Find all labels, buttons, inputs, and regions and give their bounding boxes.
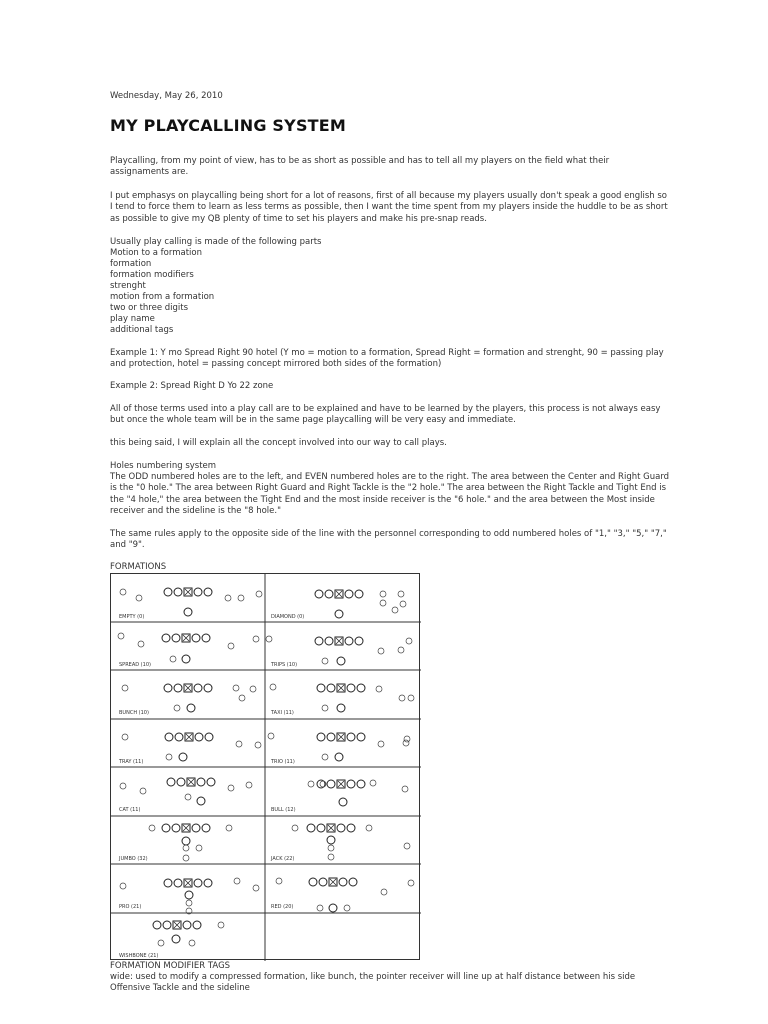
same-rules-text: The same rules apply to the opposite side of the line with the personnel corresponding to odd numbered holes of "1," "3," "5," "7," and "9".	[110, 529, 667, 551]
lineman-marker	[309, 878, 317, 886]
skill-marker	[120, 589, 126, 595]
lineman-marker	[183, 921, 191, 929]
skill-marker	[378, 648, 384, 654]
skill-marker	[322, 754, 328, 760]
skill-marker	[402, 786, 408, 792]
modifier-heading: FORMATION MODIFIER TAGS	[110, 961, 231, 971]
lineman-marker	[204, 879, 212, 887]
lineman-marker	[197, 778, 205, 786]
list-item: play name	[110, 314, 155, 324]
skill-marker	[328, 845, 334, 851]
formation-label: DIAMOND (0)	[271, 614, 305, 620]
modifier-text: wide: used to modify a compressed formation, like bunch, the pointer receiver will line up at half distance between his side Offensive Tackle and the sideline	[110, 972, 636, 994]
lineman-marker	[315, 590, 323, 598]
skill-marker	[189, 940, 195, 946]
skill-marker	[344, 905, 350, 911]
qb-marker	[197, 797, 205, 805]
qb-marker	[172, 935, 180, 943]
qb-marker	[339, 798, 347, 806]
qb-marker	[182, 837, 190, 845]
lineman-marker	[347, 780, 355, 788]
lineman-marker	[327, 684, 335, 692]
lineman-marker	[174, 879, 182, 887]
lineman-marker	[315, 637, 323, 645]
skill-marker	[266, 636, 272, 642]
skill-marker	[380, 600, 386, 606]
qb-marker	[185, 891, 193, 899]
qb-marker	[335, 753, 343, 761]
lineman-marker	[345, 637, 353, 645]
skill-marker	[406, 638, 412, 644]
holes-heading: Holes numbering system	[110, 461, 217, 471]
lineman-marker	[162, 824, 170, 832]
lineman-marker	[319, 878, 327, 886]
formation-label: TRIPS (10)	[271, 662, 298, 668]
skill-marker	[378, 741, 384, 747]
skill-marker	[149, 825, 155, 831]
skill-marker	[120, 783, 126, 789]
skill-marker	[398, 591, 404, 597]
skill-marker	[138, 641, 144, 647]
formation-label: TRAY (11)	[119, 759, 144, 765]
list-item: two or three digits	[110, 303, 189, 313]
skill-marker	[170, 656, 176, 662]
lineman-marker	[202, 634, 210, 642]
post-title: MY PLAYCALLING SYSTEM	[110, 116, 347, 135]
lineman-marker	[204, 684, 212, 692]
skill-marker	[158, 940, 164, 946]
skill-marker	[122, 734, 128, 740]
skill-marker	[328, 854, 334, 860]
lineman-marker	[357, 733, 365, 741]
lineman-marker	[163, 921, 171, 929]
skill-marker	[225, 595, 231, 601]
skill-marker	[226, 825, 232, 831]
lineman-marker	[205, 733, 213, 741]
lineman-marker	[192, 824, 200, 832]
skill-marker	[370, 780, 376, 786]
skill-marker	[174, 705, 180, 711]
lineman-marker	[164, 684, 172, 692]
qb-marker	[337, 704, 345, 712]
list-item: strenght	[110, 281, 146, 291]
skill-marker	[233, 685, 239, 691]
list-item: Motion to a formation	[110, 248, 202, 258]
lineman-marker	[355, 590, 363, 598]
lineman-marker	[317, 824, 325, 832]
qb-marker	[179, 753, 187, 761]
lineman-marker	[327, 780, 335, 788]
lineman-marker	[162, 634, 170, 642]
skill-marker	[322, 658, 328, 664]
lineman-marker	[175, 733, 183, 741]
list-item: motion from a formation	[110, 292, 215, 302]
lineman-marker	[325, 637, 333, 645]
skill-marker	[408, 880, 414, 886]
lineman-marker	[195, 733, 203, 741]
skill-marker	[166, 754, 172, 760]
skill-marker	[236, 741, 242, 747]
holes-text: The ODD numbered holes are to the left, and EVEN numbered holes are to the right. The area between the Center and Right Guard is the "0 hole." The area between Right Guard and Right Tackle is the "2 hole." The area between the Right Tackle and Tight End is the "4 hole," the area between the Tight End and the most inside receiver is the "6 hole." and the area between the Most inside receiver and the sideline is the "8 hole."	[110, 472, 670, 516]
skill-marker	[118, 633, 124, 639]
example-2: Example 2: Spread Right D Yo 22 zone	[110, 381, 274, 391]
lineman-marker	[174, 684, 182, 692]
formations-grid	[110, 573, 420, 960]
skill-marker	[186, 900, 192, 906]
lineman-marker	[192, 634, 200, 642]
qb-marker	[337, 657, 345, 665]
formations-diagram	[111, 574, 421, 961]
qb-marker	[187, 704, 195, 712]
lineman-marker	[172, 634, 180, 642]
skill-marker	[253, 885, 259, 891]
skill-marker	[239, 695, 245, 701]
skill-marker	[276, 878, 282, 884]
list-item: formation modifiers	[110, 270, 194, 280]
skill-marker	[183, 845, 189, 851]
skill-marker	[404, 736, 410, 742]
skill-marker	[381, 889, 387, 895]
lineman-marker	[357, 780, 365, 788]
skill-marker	[400, 601, 406, 607]
skill-marker	[228, 785, 234, 791]
skill-marker	[376, 686, 382, 692]
skill-marker	[253, 636, 259, 642]
formations-heading: FORMATIONS	[110, 562, 167, 572]
list-item: formation	[110, 259, 152, 269]
skill-marker	[408, 695, 414, 701]
qb-marker	[335, 610, 343, 618]
formation-label: WISHBONE (21)	[119, 953, 159, 959]
lineman-marker	[202, 824, 210, 832]
lineman-marker	[345, 590, 353, 598]
skill-marker	[366, 825, 372, 831]
formation-label: PRO (21)	[119, 904, 142, 910]
skill-marker	[403, 740, 409, 746]
skill-marker	[308, 781, 314, 787]
lineman-marker	[327, 733, 335, 741]
list-item: additional tags	[110, 325, 174, 335]
lineman-marker	[307, 824, 315, 832]
qb-marker	[329, 904, 337, 912]
skill-marker	[292, 825, 298, 831]
lineman-marker	[167, 778, 175, 786]
skill-marker	[399, 695, 405, 701]
lineman-marker	[193, 921, 201, 929]
post-date: Wednesday, May 26, 2010	[110, 91, 223, 101]
formation-label: JUMBO (32)	[119, 856, 148, 862]
lineman-marker	[174, 588, 182, 596]
skill-marker	[136, 595, 142, 601]
lineman-marker	[207, 778, 215, 786]
skill-marker	[234, 878, 240, 884]
formation-label: TRIO (11)	[271, 759, 295, 765]
skill-marker	[398, 647, 404, 653]
skill-marker	[196, 845, 202, 851]
lineman-marker	[355, 637, 363, 645]
lineman-marker	[164, 879, 172, 887]
paragraph-learning: All of those terms used into a play call are to be explained and have to be learned by the players, this process is not always easy but once the whole team will be in the same page playcalling will be very easy and immediate.	[110, 404, 661, 426]
skill-marker	[250, 686, 256, 692]
paragraph-emphasis: I put emphasys on playcalling being short for a lot of reasons, first of all because my players usually don't speak a good english so I tend to force them to learn as less terms as possible, then I want the time spent from my players inside the huddle to be as short as possible to give my QB plenty of time to set his players and make his pre-snap reads.	[110, 191, 668, 224]
skill-marker	[140, 788, 146, 794]
skill-marker	[228, 643, 234, 649]
skill-marker	[120, 883, 126, 889]
lineman-marker	[317, 684, 325, 692]
skill-marker	[322, 705, 328, 711]
qb-marker	[184, 608, 192, 616]
skill-marker	[246, 782, 252, 788]
parts-intro: Usually play calling is made of the following parts	[110, 237, 322, 247]
formation-label: JACK (22)	[271, 856, 295, 862]
lineman-marker	[194, 879, 202, 887]
lineman-marker	[347, 824, 355, 832]
lineman-marker	[347, 684, 355, 692]
skill-marker	[270, 684, 276, 690]
lineman-marker	[339, 878, 347, 886]
lineman-marker	[194, 684, 202, 692]
lineman-marker	[204, 588, 212, 596]
qb-marker	[327, 836, 335, 844]
lineman-marker	[317, 733, 325, 741]
lineman-marker	[177, 778, 185, 786]
formation-label: TAXI (11)	[271, 710, 294, 716]
skill-marker	[185, 794, 191, 800]
lineman-marker	[325, 590, 333, 598]
formation-label: BULL (12)	[271, 807, 296, 813]
lineman-marker	[153, 921, 161, 929]
skill-marker	[404, 843, 410, 849]
paragraph-explain: this being said, I will explain all the concept involved into our way to call plays.	[110, 438, 447, 448]
skill-marker	[255, 742, 261, 748]
lineman-marker	[172, 824, 180, 832]
qb-marker	[182, 655, 190, 663]
formation-label: EMPTY (0)	[119, 614, 145, 620]
lineman-marker	[194, 588, 202, 596]
skill-marker	[268, 733, 274, 739]
skill-marker	[183, 855, 189, 861]
lineman-marker	[337, 824, 345, 832]
lineman-marker	[357, 684, 365, 692]
lineman-marker	[165, 733, 173, 741]
lineman-marker	[347, 733, 355, 741]
skill-marker	[392, 607, 398, 613]
paragraph-intro: Playcalling, from my point of view, has to be as short as possible and has to tell all my players on the field what their assignaments are.	[110, 156, 610, 178]
lineman-marker	[349, 878, 357, 886]
skill-marker	[317, 905, 323, 911]
skill-marker	[256, 591, 262, 597]
example-1: Example 1: Y mo Spread Right 90 hotel (Y mo = motion to a formation, Spread Right = formation and strenght, 90 = passing play and protection, hotel = passing concept mirrored both sides of the formation)	[110, 348, 664, 370]
formation-label: RED (20)	[271, 904, 294, 910]
skill-marker	[218, 922, 224, 928]
skill-marker	[238, 595, 244, 601]
formation-label: CAT (11)	[119, 807, 141, 813]
skill-marker	[122, 685, 128, 691]
formation-label: BUNCH (10)	[119, 710, 149, 716]
lineman-marker	[164, 588, 172, 596]
skill-marker	[380, 591, 386, 597]
formation-label: SPREAD (10)	[119, 662, 151, 668]
